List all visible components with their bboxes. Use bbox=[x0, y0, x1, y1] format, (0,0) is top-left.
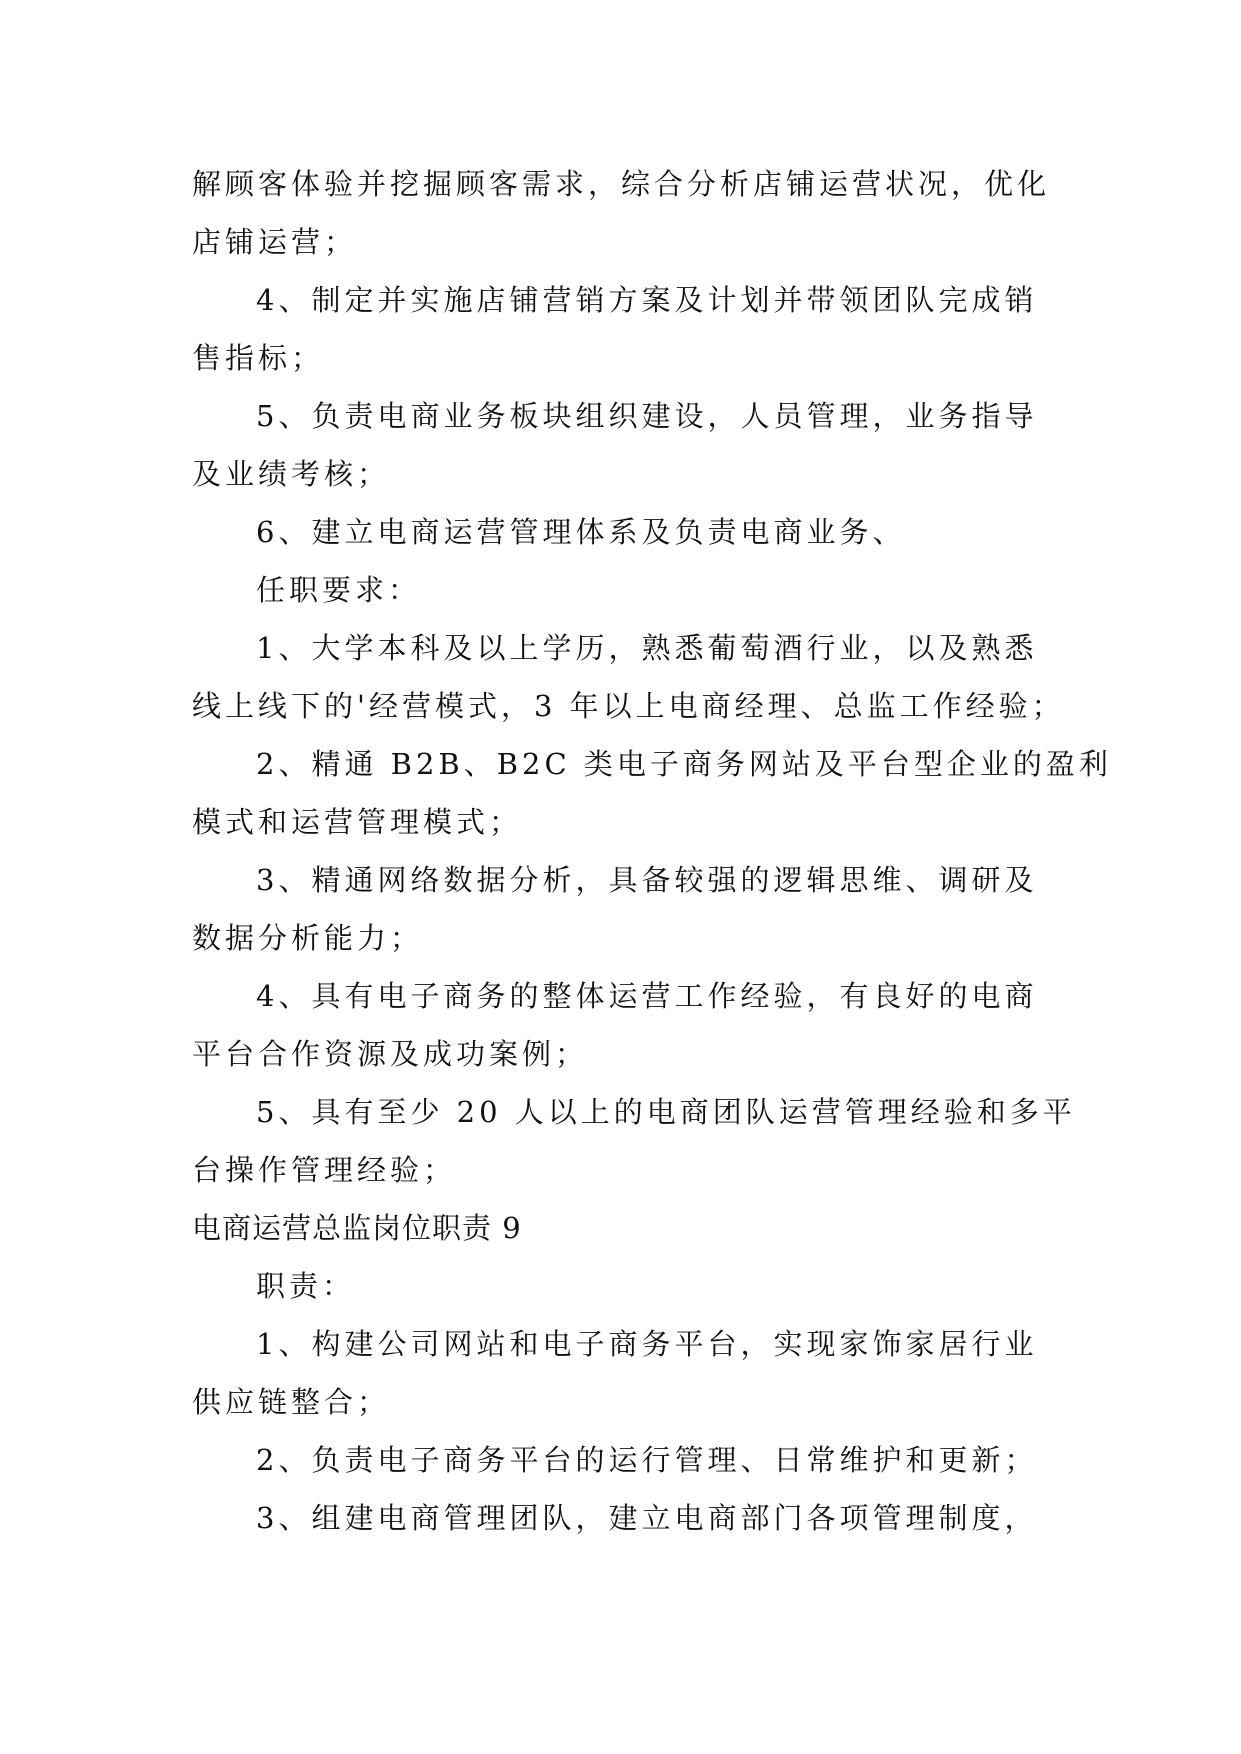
paragraph-duty-5 bbox=[192, 387, 1192, 503]
text-line: 3、精通网络数据分析，具备较强的逻辑思维、调研及 bbox=[256, 863, 1038, 897]
text-line: 台操作管理经验； bbox=[192, 1153, 457, 1187]
text-line: 平台合作资源及成功案例； bbox=[192, 1037, 589, 1071]
paragraph-continuation bbox=[192, 155, 1192, 271]
text-line: 1、构建公司网站和电子商务平台，实现家饰家居行业 bbox=[256, 1327, 1038, 1361]
section-heading bbox=[192, 1199, 1192, 1257]
text-line: 店铺运营； bbox=[192, 225, 358, 259]
paragraph-section-duty-2 bbox=[192, 1431, 1192, 1489]
text-line: 3、组建电商管理团队，建立电商部门各项管理制度， bbox=[256, 1501, 1038, 1535]
paragraph-duty-6 bbox=[192, 503, 1192, 561]
paragraph-requirement-2 bbox=[192, 735, 1192, 851]
paragraph-section-duty-3 bbox=[192, 1489, 1192, 1547]
text-line: 任职要求： bbox=[256, 573, 422, 607]
text-line: 供应链整合； bbox=[192, 1385, 391, 1419]
text-line: 数据分析能力； bbox=[192, 921, 424, 955]
text-line: 6、建立电商运营管理体系及负责电商业务、 bbox=[256, 515, 906, 549]
paragraph-duties-title bbox=[192, 1257, 1192, 1315]
paragraph-requirement-5 bbox=[192, 1083, 1192, 1199]
paragraph-duty-4 bbox=[192, 271, 1192, 387]
text-line: 4、制定并实施店铺营销方案及计划并带领团队完成销 bbox=[256, 283, 1038, 317]
document-body bbox=[192, 155, 1192, 1547]
text-line: 职责： bbox=[256, 1269, 356, 1303]
paragraph-requirement-1 bbox=[192, 619, 1192, 735]
paragraph-requirements-title bbox=[192, 561, 1192, 619]
text-line: 4、具有电子商务的整体运营工作经验，有良好的电商 bbox=[256, 979, 1038, 1013]
paragraph-requirement-4 bbox=[192, 967, 1192, 1083]
text-line: 及业绩考核； bbox=[192, 457, 391, 491]
text-line: 线上线下的'经营模式，3 年以上电商经理、总监工作经验； bbox=[192, 689, 1065, 723]
text-line: 5、负责电商业务板块组织建设，人员管理，业务指导 bbox=[256, 399, 1038, 433]
paragraph-requirement-3 bbox=[192, 851, 1192, 967]
text-line: 解顾客体验并挖掘顾客需求，综合分析店铺运营状况，优化 bbox=[192, 167, 1051, 201]
text-line: 模式和运营管理模式； bbox=[192, 805, 523, 839]
section-heading-text: 电商运营总监岗位职责 9 bbox=[192, 1211, 522, 1245]
paragraph-section-duty-1 bbox=[192, 1315, 1192, 1431]
text-line: 1、大学本科及以上学历，熟悉葡萄酒行业，以及熟悉 bbox=[256, 631, 1038, 665]
text-line: 2、精通 B2B、B2C 类电子商务网站及平台型企业的盈利 bbox=[256, 747, 1112, 781]
text-line: 2、负责电子商务平台的运行管理、日常维护和更新； bbox=[256, 1443, 1038, 1477]
text-line: 5、具有至少 20 人以上的电商团队运营管理经验和多平 bbox=[256, 1095, 1076, 1129]
text-line: 售指标； bbox=[192, 341, 325, 375]
